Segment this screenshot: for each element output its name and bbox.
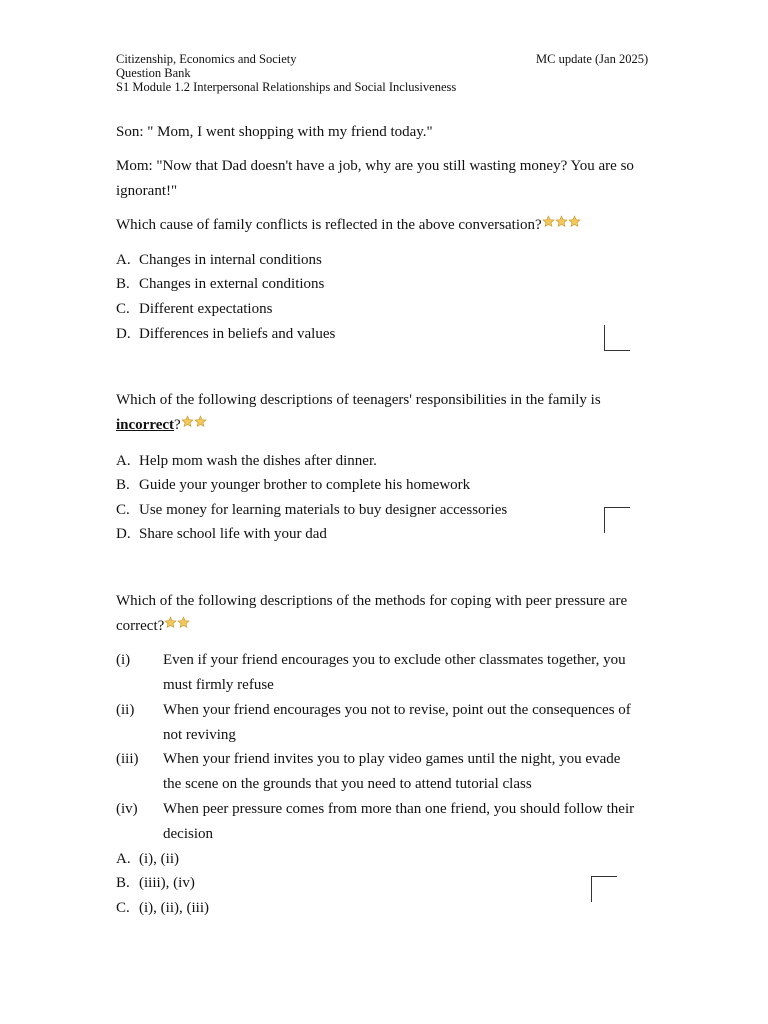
star-icon <box>164 616 177 629</box>
q2-option-d <box>116 522 327 546</box>
option-text: Different expectations <box>139 301 273 317</box>
option-text: Help mom wash the dishes after dinner. <box>139 453 377 469</box>
difficulty-stars <box>542 215 581 228</box>
q2-question-line1: Which of the following descriptions of teenagers' responsibilities in the family is <box>116 392 601 408</box>
option-text: Guide your younger brother to complete his homework <box>139 477 471 493</box>
q1-mom-line: Mom: "Now that Dad doesn't have a job, why are you still wasting money? You are so <box>116 158 634 174</box>
star-icon <box>177 616 190 629</box>
statement-text-cont: must firmly refuse <box>163 677 274 693</box>
q2-option-c <box>116 498 507 522</box>
q1-option-a <box>116 248 322 272</box>
difficulty-stars <box>181 415 207 428</box>
q2-tail: ? <box>174 417 181 433</box>
option-text: (i), (ii) <box>139 851 179 867</box>
option-letter: C. <box>116 900 130 916</box>
q1-question-text: Which cause of family conflicts is reflected in the above conversation? <box>116 217 542 233</box>
option-text: Changes in internal conditions <box>139 252 322 268</box>
q3-option-a <box>116 847 179 871</box>
q2-option-b <box>116 473 470 497</box>
statement-text-cont: decision <box>163 826 213 842</box>
statement-text: Even if your friend encourages you to exclude other classmates together, you <box>163 652 626 668</box>
q3-question-line1: Which of the following descriptions of the methods for coping with peer pressure are <box>116 593 628 609</box>
q3-question-text: correct? <box>116 618 165 634</box>
option-letter: C. <box>116 301 130 317</box>
q2-question-line2 <box>116 413 207 438</box>
option-letter: A. <box>116 851 131 867</box>
star-icon <box>194 415 207 428</box>
option-text: (i), (ii), (iii) <box>139 900 209 916</box>
q3-option-c <box>116 896 209 920</box>
q1-option-b <box>116 272 324 296</box>
option-letter: D. <box>116 326 131 342</box>
option-letter: A. <box>116 252 131 268</box>
q2-answer-box[interactable] <box>604 507 630 533</box>
statement-text: When your friend encourages you not to revise, point out the consequences of <box>163 702 631 718</box>
q1-son-line: Son: " Mom, I went shopping with my friend today." <box>116 124 433 140</box>
header-module: S1 Module 1.2 Interpersonal Relationships and Social Inclusiveness <box>116 80 457 94</box>
q1-option-d <box>116 322 335 346</box>
option-text: Share school life with your dad <box>139 526 327 542</box>
header-subject: Citizenship, Economics and Society <box>116 52 297 66</box>
option-letter: C. <box>116 502 130 518</box>
option-text: Changes in external conditions <box>139 276 325 292</box>
star-icon <box>555 215 568 228</box>
star-icon <box>181 415 194 428</box>
statement-text-cont: not reviving <box>163 727 236 743</box>
q1-option-c <box>116 297 272 321</box>
option-letter: B. <box>116 875 130 891</box>
option-letter: B. <box>116 276 130 292</box>
header-update: MC update (Jan 2025) <box>536 52 649 66</box>
option-letter: B. <box>116 477 130 493</box>
option-text: (iiii), (iv) <box>139 875 195 891</box>
q1-mom-line-cont: ignorant!" <box>116 183 178 199</box>
statement-number: (i) <box>116 652 131 668</box>
q2-option-a <box>116 449 377 473</box>
statement-text: When peer pressure comes from more than one friend, you should follow their <box>163 801 635 817</box>
q1-answer-box[interactable] <box>604 325 630 351</box>
q1-question <box>116 213 581 238</box>
statement-number: (ii) <box>116 702 135 718</box>
q2-emphasis: incorrect <box>116 417 175 433</box>
option-text: Use money for learning materials to buy designer accessories <box>139 502 508 518</box>
statement-text: When your friend invites you to play video games until the night, you evade <box>163 751 621 767</box>
q3-question-line2 <box>116 614 190 639</box>
statement-number: (iv) <box>116 801 138 817</box>
star-icon <box>542 215 555 228</box>
difficulty-stars <box>164 616 190 629</box>
q3-answer-box[interactable] <box>591 876 617 902</box>
statement-text-cont: the scene on the grounds that you need to attend tutorial class <box>163 776 532 792</box>
option-text: Differences in beliefs and values <box>139 326 336 342</box>
statement-number: (iii) <box>116 751 139 767</box>
option-letter: D. <box>116 526 131 542</box>
option-letter: A. <box>116 453 131 469</box>
star-icon <box>568 215 581 228</box>
header-bank: Question Bank <box>116 66 191 80</box>
q3-option-b <box>116 871 195 895</box>
